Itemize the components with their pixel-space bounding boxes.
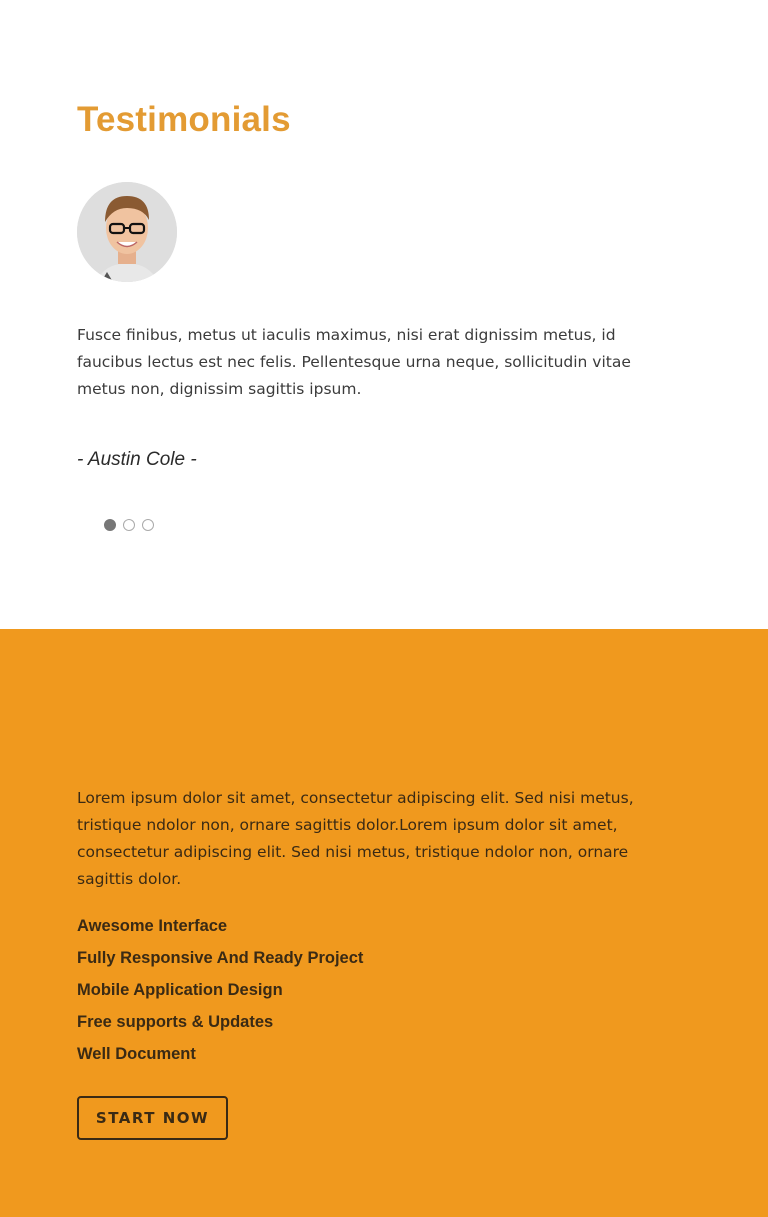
feature-item: Free supports & Updates <box>77 1013 274 1031</box>
feature-item: Mobile Application Design <box>77 981 283 999</box>
carousel-pagination <box>104 519 154 531</box>
avatar <box>77 182 177 282</box>
feature-list <box>77 910 363 1070</box>
section-title: Testimonials <box>77 100 291 139</box>
feature-item: Awesome Interface <box>77 917 228 935</box>
testimonial-quote: Fusce finibus, metus ut iaculis maximus, nisi erat dignissim metus, id faucibus lectus est nec felis. Pellentesque urna neque, sollicitudin vitae metus non, dignissim sagittis ipsum. <box>77 326 631 398</box>
cta-section <box>0 629 768 1217</box>
feature-item: Fully Responsive And Ready Project <box>77 949 364 967</box>
cta-description: Lorem ipsum dolor sit amet, consectetur adipiscing elit. Sed nisi metus, tristique ndolor non, ornare sagittis dolor.Lorem ipsum dolor sit amet, consectetur adipiscing elit. Sed nisi metus, tristique ndolor non, ornare sagittis dolor. <box>77 789 634 888</box>
testimonial-author: - Austin Cole - <box>77 449 197 470</box>
carousel-dot-1[interactable] <box>104 519 116 531</box>
start-now-button[interactable]: START NOW <box>77 1096 228 1140</box>
carousel-dot-3[interactable] <box>142 519 154 531</box>
feature-item: Well Document <box>77 1045 196 1063</box>
carousel-dot-2[interactable] <box>123 519 135 531</box>
